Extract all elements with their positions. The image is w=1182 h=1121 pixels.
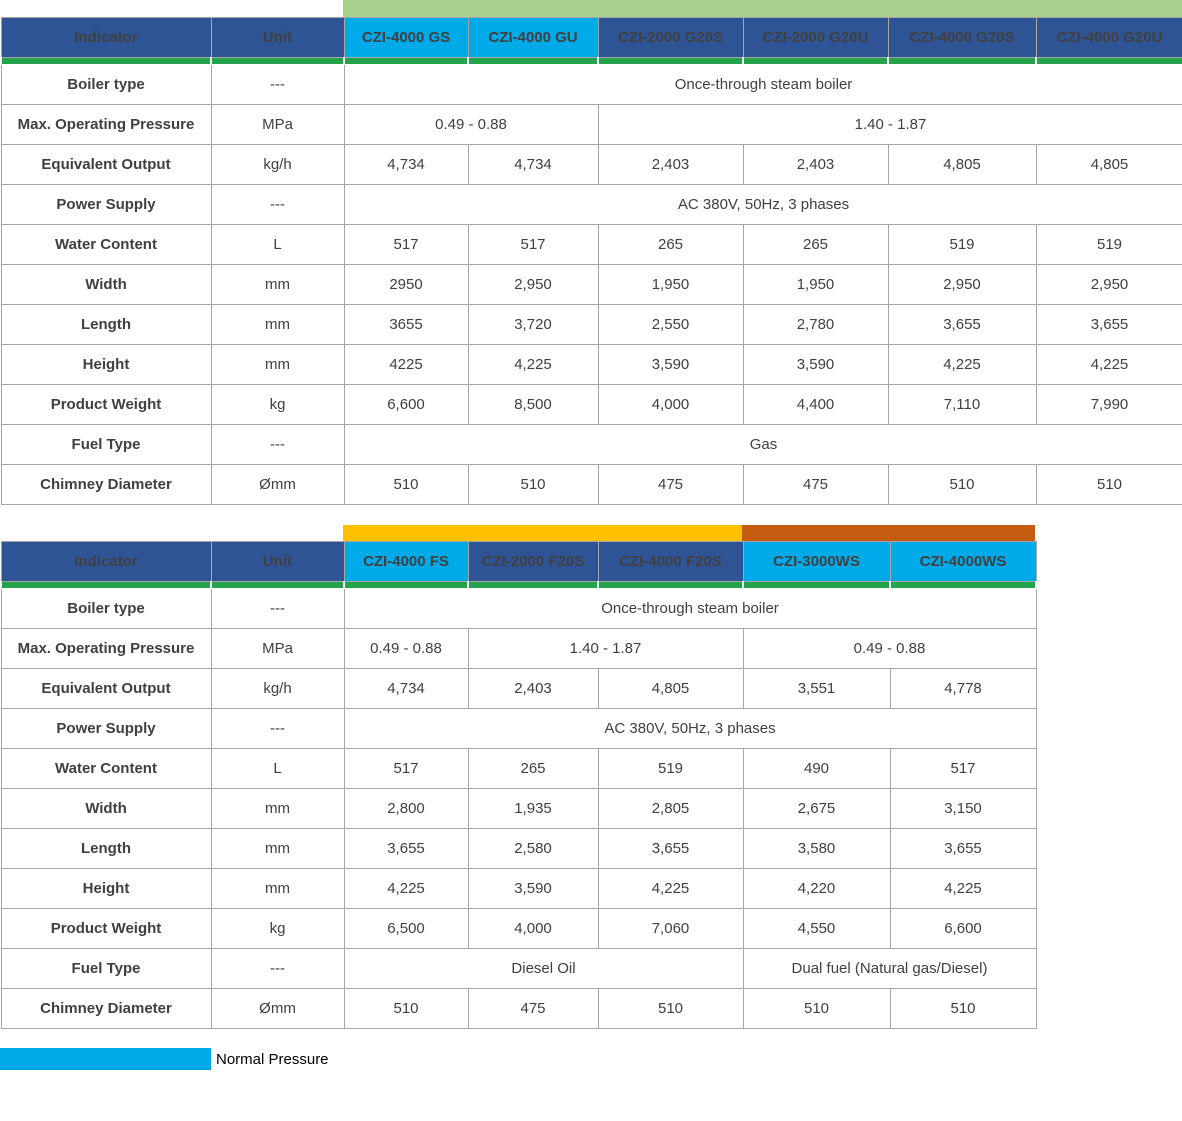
spec-cell: 4,778	[890, 669, 1036, 709]
row-label: Chimney Diameter	[1, 465, 211, 505]
spec-cell: 4,400	[743, 385, 888, 425]
spec-cell: 1.40 - 1.87	[468, 629, 743, 669]
spec-cell: 510	[743, 989, 890, 1029]
spec-cell: Gas	[344, 425, 1182, 465]
row-label: Equivalent Output	[1, 145, 211, 185]
spec-cell: 6,600	[890, 909, 1036, 949]
spec-cell: 490	[743, 749, 890, 789]
spec-cell: 0.49 - 0.88	[743, 629, 1036, 669]
gas-strip	[343, 0, 1182, 17]
gas-models-section	[0, 0, 1182, 505]
row-unit: ---	[211, 425, 344, 465]
table1-header-row	[1, 18, 1182, 58]
spec-cell: 4,805	[888, 145, 1036, 185]
row-label: Fuel Type	[1, 425, 211, 465]
spec-cell: 3,720	[468, 305, 598, 345]
column-header-model: CZI-2000 F20S	[468, 542, 598, 582]
table-row	[1, 869, 1036, 909]
table-row	[1, 949, 1036, 989]
column-header-model: CZI-4000 F20S	[598, 542, 743, 582]
table1-top-strip	[343, 0, 1182, 17]
spec-cell: 8,500	[468, 385, 598, 425]
row-unit: MPa	[211, 629, 344, 669]
green-bar-segment	[743, 58, 888, 65]
spec-cell: 3,150	[890, 789, 1036, 829]
green-bar-segment	[1, 582, 211, 589]
column-header-model: CZI-4000 G20S	[888, 18, 1036, 58]
spec-cell: 2,403	[598, 145, 743, 185]
column-header-model: CZI-4000 GS	[344, 18, 468, 58]
row-label: Height	[1, 869, 211, 909]
column-header-model: CZI-2000 G20S	[598, 18, 743, 58]
table-row	[1, 305, 1182, 345]
spec-cell: Dual fuel (Natural gas/Diesel)	[743, 949, 1036, 989]
spec-cell: 3,655	[344, 829, 468, 869]
gas-models-table	[0, 17, 1182, 505]
spec-cell: 4,550	[743, 909, 890, 949]
spec-cell: 0.49 - 0.88	[344, 629, 468, 669]
row-unit: kg/h	[211, 145, 344, 185]
spec-cell: 475	[598, 465, 743, 505]
spec-cell: 2,800	[344, 789, 468, 829]
spec-cell: 517	[344, 225, 468, 265]
oil-dual-fuel-models-table	[0, 541, 1037, 1029]
row-label: Water Content	[1, 749, 211, 789]
spec-cell: 4,734	[344, 145, 468, 185]
spec-cell: 4,225	[598, 869, 743, 909]
spec-cell: 510	[1036, 465, 1182, 505]
row-label: Water Content	[1, 225, 211, 265]
row-unit: MPa	[211, 105, 344, 145]
spec-cell: 2,580	[468, 829, 598, 869]
table-row	[1, 989, 1036, 1029]
column-header-model: CZI-4000 FS	[344, 542, 468, 582]
green-bar-segment	[344, 582, 468, 589]
row-label: Max. Operating Pressure	[1, 105, 211, 145]
spec-cell: 3,590	[468, 869, 598, 909]
spec-cell: 1,935	[468, 789, 598, 829]
spec-cell: 517	[344, 749, 468, 789]
green-bar-segment	[468, 58, 598, 65]
row-unit: Ømm	[211, 465, 344, 505]
spec-cell: 510	[344, 989, 468, 1029]
green-bar-segment	[211, 582, 344, 589]
row-unit: mm	[211, 305, 344, 345]
row-unit: kg/h	[211, 669, 344, 709]
row-unit: ---	[211, 589, 344, 629]
dual-fuel-strip	[742, 525, 1035, 541]
table-row	[1, 709, 1036, 749]
spec-cell: 265	[598, 225, 743, 265]
green-bar-segment	[211, 58, 344, 65]
green-bar-segment	[1, 58, 211, 65]
row-unit: mm	[211, 869, 344, 909]
table-row	[1, 589, 1036, 629]
row-label: Equivalent Output	[1, 669, 211, 709]
green-bar-segment	[344, 58, 468, 65]
row-unit: ---	[211, 185, 344, 225]
spec-cell: 1,950	[598, 265, 743, 305]
spec-cell: 4,000	[598, 385, 743, 425]
spec-cell: 2,805	[598, 789, 743, 829]
green-bar-segment	[598, 58, 743, 65]
spec-cell: 265	[743, 225, 888, 265]
table-row	[1, 465, 1182, 505]
spec-cell: 519	[598, 749, 743, 789]
spec-cell: 265	[468, 749, 598, 789]
column-header-unit: Unit	[211, 18, 344, 58]
oil-dual-fuel-models-section	[0, 525, 1182, 1029]
spec-cell: 2,403	[743, 145, 888, 185]
spec-cell: 519	[1036, 225, 1182, 265]
spec-cell: 4,805	[598, 669, 743, 709]
row-label: Width	[1, 265, 211, 305]
spec-cell: 510	[468, 465, 598, 505]
spec-cell: 7,990	[1036, 385, 1182, 425]
spec-cell: 510	[344, 465, 468, 505]
spec-cell: 3,590	[598, 345, 743, 385]
spec-cell: 2,780	[743, 305, 888, 345]
spec-cell: 6,600	[344, 385, 468, 425]
row-label: Power Supply	[1, 185, 211, 225]
row-unit: Ømm	[211, 989, 344, 1029]
spec-cell: 0.49 - 0.88	[344, 105, 598, 145]
spec-cell: 7,060	[598, 909, 743, 949]
spec-cell: 2,403	[468, 669, 598, 709]
column-header-indicator: Indicator	[1, 18, 211, 58]
spec-cell: 4,225	[890, 869, 1036, 909]
spec-cell: 3,655	[1036, 305, 1182, 345]
spec-cell: 2,675	[743, 789, 890, 829]
row-unit: mm	[211, 829, 344, 869]
spec-cell: 519	[888, 225, 1036, 265]
row-label: Power Supply	[1, 709, 211, 749]
row-unit: mm	[211, 789, 344, 829]
spec-cell: 7,110	[888, 385, 1036, 425]
table-row	[1, 669, 1036, 709]
spec-cell: Diesel Oil	[344, 949, 743, 989]
table-row	[1, 425, 1182, 465]
green-bar-segment	[1036, 58, 1182, 65]
row-unit: ---	[211, 709, 344, 749]
row-unit: L	[211, 225, 344, 265]
spec-cell: 2950	[344, 265, 468, 305]
spec-cell: 2,950	[1036, 265, 1182, 305]
spec-cell: 1.40 - 1.87	[598, 105, 1182, 145]
spec-cell: 3,590	[743, 345, 888, 385]
spec-cell: 3,551	[743, 669, 890, 709]
green-bar-segment	[890, 582, 1036, 589]
row-label: Product Weight	[1, 385, 211, 425]
row-label: Boiler type	[1, 65, 211, 105]
spec-cell: 4225	[344, 345, 468, 385]
table-row	[1, 385, 1182, 425]
spec-cell: 510	[598, 989, 743, 1029]
spec-cell: 4,225	[1036, 345, 1182, 385]
green-bar-segment	[468, 582, 598, 589]
row-unit: mm	[211, 345, 344, 385]
legend	[0, 1048, 1182, 1070]
normal-pressure-swatch	[0, 1048, 211, 1070]
column-header-model: CZI-4000 GU	[468, 18, 598, 58]
tables-gap	[0, 505, 1182, 525]
spec-cell: 475	[468, 989, 598, 1029]
row-unit: L	[211, 749, 344, 789]
spec-cell: 3,655	[888, 305, 1036, 345]
spec-cell: 4,225	[468, 345, 598, 385]
row-label: Boiler type	[1, 589, 211, 629]
spec-cell: 510	[888, 465, 1036, 505]
spec-cell: 4,225	[888, 345, 1036, 385]
spec-cell: 3,655	[890, 829, 1036, 869]
spec-cell: 2,950	[468, 265, 598, 305]
table-row	[1, 345, 1182, 385]
row-label: Fuel Type	[1, 949, 211, 989]
row-unit: ---	[211, 65, 344, 105]
row-label: Length	[1, 305, 211, 345]
spec-cell: Once-through steam boiler	[344, 65, 1182, 105]
table2-header-row	[1, 542, 1036, 582]
diesel-strip	[343, 525, 742, 541]
column-header-model: CZI-2000 G20U	[743, 18, 888, 58]
column-header-indicator: Indicator	[1, 542, 211, 582]
spec-cell: 3655	[344, 305, 468, 345]
table-row	[1, 265, 1182, 305]
table-row	[1, 145, 1182, 185]
spec-cell: 4,805	[1036, 145, 1182, 185]
spec-cell: 3,655	[598, 829, 743, 869]
spec-cell: 2,550	[598, 305, 743, 345]
row-unit: mm	[211, 265, 344, 305]
table-row	[1, 225, 1182, 265]
row-unit: ---	[211, 949, 344, 989]
spec-cell: 475	[743, 465, 888, 505]
green-bar-segment	[598, 582, 743, 589]
spec-cell: 4,734	[344, 669, 468, 709]
table-row	[1, 629, 1036, 669]
table-row	[1, 65, 1182, 105]
spec-cell: 3,580	[743, 829, 890, 869]
row-unit: kg	[211, 385, 344, 425]
spec-cell: 4,225	[344, 869, 468, 909]
green-bar-row	[1, 58, 1182, 65]
table-row	[1, 105, 1182, 145]
row-label: Chimney Diameter	[1, 989, 211, 1029]
green-bar-row	[1, 582, 1036, 589]
column-header-model: CZI-4000 G20U	[1036, 18, 1182, 58]
row-label: Max. Operating Pressure	[1, 629, 211, 669]
spec-cell: 1,950	[743, 265, 888, 305]
spec-cell: 4,734	[468, 145, 598, 185]
spec-cell: 2,950	[888, 265, 1036, 305]
spec-cell: AC 380V, 50Hz, 3 phases	[344, 185, 1182, 225]
spec-cell: 4,000	[468, 909, 598, 949]
green-bar-segment	[888, 58, 1036, 65]
table-row	[1, 829, 1036, 869]
column-header-model: CZI-3000WS	[743, 542, 890, 582]
column-header-unit: Unit	[211, 542, 344, 582]
row-label: Product Weight	[1, 909, 211, 949]
spec-cell: AC 380V, 50Hz, 3 phases	[344, 709, 1036, 749]
spec-cell: 4,220	[743, 869, 890, 909]
row-unit: kg	[211, 909, 344, 949]
table-row	[1, 749, 1036, 789]
table-row	[1, 789, 1036, 829]
spec-cell: 517	[468, 225, 598, 265]
row-label: Height	[1, 345, 211, 385]
row-label: Length	[1, 829, 211, 869]
table-row	[1, 909, 1036, 949]
table2-top-strip	[343, 525, 1182, 541]
column-header-model: CZI-4000WS	[890, 542, 1036, 582]
spec-cell: 517	[890, 749, 1036, 789]
table-row	[1, 185, 1182, 225]
spec-cell: 510	[890, 989, 1036, 1029]
green-bar-segment	[743, 582, 890, 589]
row-label: Width	[1, 789, 211, 829]
legend-label: Normal Pressure	[216, 1050, 329, 1068]
spec-cell: Once-through steam boiler	[344, 589, 1036, 629]
spec-cell: 6,500	[344, 909, 468, 949]
